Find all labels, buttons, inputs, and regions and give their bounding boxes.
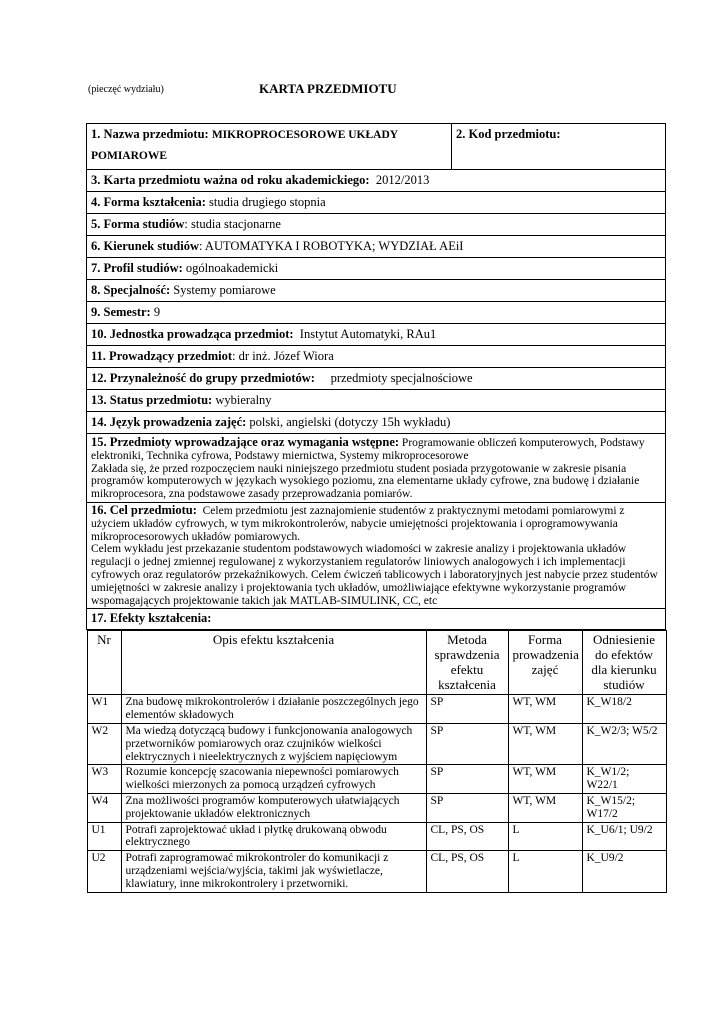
document-title: KARTA PRZEDMIOTU — [259, 81, 397, 96]
effect-method: SP — [426, 695, 508, 724]
effect-desc: Rozumie koncepcję szacowania niepewności pomiarowych wielkości mierzonych za pomocą urządzeń cyfrowych — [121, 765, 426, 794]
effect-desc: Ma wiedzą dotyczącą budowy i funkcjonowania analogowych przetworników pomiarowych oraz czujników wielkości elektrycznych i nieelektrycznych z wyjściem napięciowym — [121, 723, 426, 764]
field-course-name-value-2: POMIAROWE — [91, 150, 168, 162]
effect-method: SP — [426, 723, 508, 764]
field-valid-year-value: 2012/2013 — [375, 173, 430, 187]
field-semester-label: 9. Semestr: — [91, 305, 151, 319]
effects-header-desc: Opis efektu kształcenia — [121, 631, 426, 695]
table-row — [87, 695, 666, 724]
effect-form: L — [508, 851, 582, 892]
field-prerequisites-value: Programowanie obliczeń komputerowych, Podstawy elektroniki, Technika cyfrowa, Podstawy miernictwa, Systemy mikroprocesorowe — [91, 437, 645, 462]
field-status — [87, 390, 666, 412]
field-course-goal-value: Celem przedmiotu jest zaznajomienie studentów z praktycznymi metodami pomiarowymi z użyciem układów cyfrowych, w tym mikrokontrolerów, nabycie umiejętności projektowania i oprogramowywania mikroprocesorowych układów pomiarowych. — [91, 504, 625, 543]
effect-ref: K_W18/2 — [582, 695, 666, 724]
field-unit-label: 10. Jednostka prowadząca przedmiot: — [91, 327, 294, 341]
field-course-group-value: przedmioty specjalnościowe — [330, 371, 473, 385]
field-profile-label: 7. Profil studiów: — [91, 261, 183, 275]
field-course-name-value: MIKROPROCESOROWE UKŁADY — [211, 129, 399, 141]
effect-nr: U2 — [87, 851, 121, 892]
field-specialization — [87, 280, 666, 302]
field-course-code — [452, 124, 666, 170]
field-course-group — [87, 368, 666, 390]
faculty-stamp-label: (pieczęć wydziału) — [88, 84, 164, 95]
effect-nr: W3 — [87, 765, 121, 794]
field-language-value: polski, angielski (dotyczy 15h wykładu) — [249, 415, 451, 429]
field-study-form-label: 5. Forma studiów — [91, 217, 185, 231]
field-status-label: 13. Status przedmiotu: — [91, 393, 213, 407]
effects-container — [87, 630, 666, 893]
effects-header-ref: Odniesienie do efektów dla kierunku studiów — [582, 631, 666, 695]
effect-nr: U1 — [87, 822, 121, 851]
field-prerequisites-label: 15. Przedmioty wprowadzające oraz wymagania wstępne: — [91, 435, 400, 449]
field-course-goal-label: 16. Cel przedmiotu: — [91, 502, 197, 517]
field-unit — [87, 324, 666, 346]
field-prerequisites-intro — [91, 436, 661, 463]
field-lecturer — [87, 346, 666, 368]
field-course-goal-text: Celem wykładu jest przekazanie studentom podstawowych wiadomości w zakresie analizy i projektowania układów regulacji o jednej zmiennej regulowanej z wykorzystaniem regulatorów liniowych analogowych i ich implementacji cyfrowych oraz regulatorów przekaźnikowych. Celem ćwiczeń tablicowych i laboratoryjnych jest nabycie przez studentów umiejętności w zakresie analizy i projektowania tych układów, umożliwiające efektywne wykorzystanie programów wspomagających projektowanie takich jak MATLAB-SIMULINK, CC, etc — [91, 543, 658, 607]
field-education-form-label: 4. Forma kształcenia: — [91, 195, 206, 209]
effect-method: CL, PS, OS — [426, 851, 508, 892]
effects-header-nr: Nr — [87, 631, 121, 695]
field-course-name — [87, 124, 452, 170]
table-row — [87, 765, 666, 794]
effect-method: SP — [426, 765, 508, 794]
field-field-of-study-label: 6. Kierunek studiów — [91, 239, 200, 253]
table-row — [87, 793, 666, 822]
field-valid-year-label: 3. Karta przedmiotu ważna od roku akademickiego: — [91, 173, 370, 187]
field-prerequisites-text: Zakłada się, że przed rozpoczęciem nauki niniejszego przedmiotu student posiada przygotowanie w zakresie pisania programów komputerowych w językach wysokiego poziomu, zna elementarne układy cyfrowe, zna budowę i działanie mikroprocesora, zna podstawowe zasady przeprowadzania pomiarów. — [91, 462, 640, 501]
effect-method: CL, PS, OS — [426, 822, 508, 851]
field-profile-value: ogólnoakademicki — [185, 261, 279, 275]
effect-form: WT, WM — [508, 793, 582, 822]
effect-nr: W4 — [87, 793, 121, 822]
field-language — [87, 412, 666, 434]
effect-ref: K_U6/1; U9/2 — [582, 822, 666, 851]
effect-ref: K_W15/2; W17/2 — [582, 793, 666, 822]
effect-form: WT, WM — [508, 765, 582, 794]
field-field-of-study — [87, 236, 666, 258]
table-row — [87, 851, 666, 892]
effect-method: SP — [426, 793, 508, 822]
field-course-code-label: 2. Kod przedmiotu: — [456, 127, 561, 141]
field-unit-value: Instytut Automatyki, RAu1 — [299, 327, 437, 341]
effect-form: WT, WM — [508, 723, 582, 764]
effect-nr: W2 — [87, 723, 121, 764]
effect-form: L — [508, 822, 582, 851]
effect-form: WT, WM — [508, 695, 582, 724]
field-learning-outcomes-label: 17. Efekty kształcenia: — [91, 611, 212, 626]
effects-header-row — [87, 631, 666, 695]
field-course-goal — [87, 502, 666, 608]
field-field-of-study-value: : AUTOMATYKA I ROBOTYKA; WYDZIAŁ AEiI — [199, 239, 464, 253]
field-language-label: 14. Język prowadzenia zajęć: — [91, 415, 247, 429]
field-specialization-label: 8. Specjalność: — [91, 283, 171, 297]
field-prerequisites — [87, 434, 666, 503]
field-education-form-value: studia drugiego stopnia — [209, 195, 326, 209]
effects-header-form: Forma prowadzenia zajęć — [508, 631, 582, 695]
field-status-value: wybieralny — [215, 393, 272, 407]
field-study-form — [87, 214, 666, 236]
field-study-form-value: : studia stacjonarne — [184, 217, 281, 231]
field-semester-value: 9 — [153, 305, 161, 319]
field-course-name-label: 1. Nazwa przedmiotu: — [91, 127, 209, 141]
course-card-form — [86, 123, 666, 893]
effect-desc: Zna możliwości programów komputerowych ułatwiających projektowanie układów elektronicznych — [121, 793, 426, 822]
effect-ref: K_W2/3; W5/2 — [582, 723, 666, 764]
field-lecturer-value: : dr inż. Józef Wiora — [232, 349, 334, 363]
effect-desc: Potrafi zaprogramować mikrokontroler do komunikacji z urządzeniami wejścia/wyjścia, takimi jak wyświetlacze, klawiatury, inne mikrokontrolery i przetworniki. — [121, 851, 426, 892]
effect-desc: Zna budowę mikrokontrolerów i działanie poszczególnych jego elementów składowych — [121, 695, 426, 724]
effect-ref: K_U9/2 — [582, 851, 666, 892]
field-course-group-label: 12. Przynależność do grupy przedmiotów: — [91, 371, 315, 385]
field-course-goal-intro — [91, 504, 661, 543]
effect-desc: Potrafi zaprojektować układ i płytkę drukowaną obwodu elektrycznego — [121, 822, 426, 851]
field-valid-year — [87, 170, 666, 192]
effect-nr: W1 — [87, 695, 121, 724]
effect-ref: K_W1/2; W22/1 — [582, 765, 666, 794]
field-lecturer-label: 11. Prowadzący przedmiot — [91, 349, 233, 363]
field-profile — [87, 258, 666, 280]
effects-header-method: Metoda sprawdzenia efektu kształcenia — [426, 631, 508, 695]
field-learning-outcomes — [87, 609, 666, 630]
table-row — [87, 723, 666, 764]
field-specialization-value: Systemy pomiarowe — [173, 283, 276, 297]
field-semester — [87, 302, 666, 324]
field-education-form — [87, 192, 666, 214]
effects-table — [87, 630, 667, 892]
table-row — [87, 822, 666, 851]
